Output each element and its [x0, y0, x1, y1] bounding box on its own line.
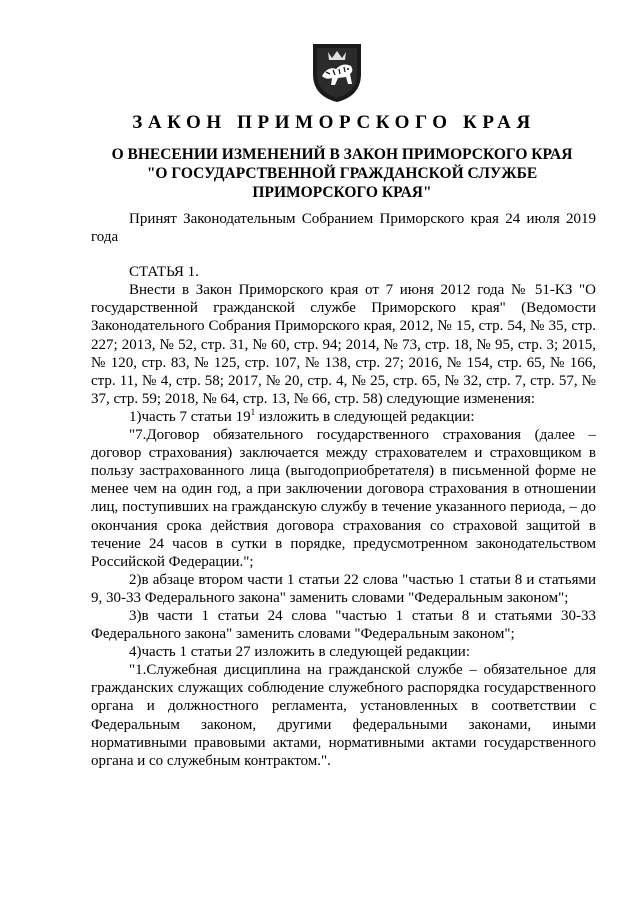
amendment-item-1	[91, 408, 596, 426]
article-intro: Внести в Закон Приморского края от 7 июня 2012 года № 51-КЗ "О государственной гражданской службе Приморского края" (Ведомости Законодательного Собрания Приморского края, 2012, № 15, стр. 54, № 35, стр. 227; 2013, № 52, стр. 31, № 60, стр. 94; 2014, № 73, стр. 18, № 95, стр. 3; 2015, № 120, стр. 83, № 125, стр. 107, № 138, стр. 27; 2016, № 154, стр. 65, № 166, стр. 11, № 4, стр. 58; 2017, № 20, стр. 4, № 25, стр. 65, № 32, стр. 7, стр. 57, № 37, стр. 59; 2018, № 64, стр. 13, № 66, стр. 58) следующие изменения:	[91, 282, 596, 407]
article-heading: СТАТЬЯ 1.	[129, 264, 199, 281]
quoted-text: "7.Договор обязательного государственного страхования (далее – договор страхования) заключается между страхователем и страховщиком в пользу застрахованного лица (выгодоприобретателя) в письменной форме не менее чем на один год, а при заключении договора страхования в отношении лиц, поступивших на гражданскую службу в течение указанного периода, – до окончания срока действия договора страхования со страховой защитой в течение 24 часов в сутки в порядке, предусмотренном законодательством Российской Федерации.";	[91, 427, 596, 570]
adoption-note: Принят Законодательным Собранием Приморского края 24 июля 2019 года	[91, 211, 596, 246]
amendment-item-2: 2)в абзаце втором части 1 статьи 22 слова "частью 1 статьи 8 и статьями 9, 30-33 Федерального закона" заменить словами "Федеральным законом";	[91, 571, 596, 606]
law-title: ЗАКОН ПРИМОРСКОГО КРАЯ	[132, 112, 536, 133]
law-subject-line: О ВНЕСЕНИИ ИЗМЕНЕНИЙ В ЗАКОН ПРИМОРСКОГО КРАЯ	[111, 146, 573, 163]
law-subject-line: ПРИМОРСКОГО КРАЯ"	[252, 184, 432, 201]
law-subject-line: "О ГОСУДАРСТВЕННОЙ ГРАЖДАНСКОЙ СЛУЖБЕ	[146, 165, 538, 182]
amendment-item-text: изложить в следующей редакции:	[255, 408, 475, 425]
amendment-item-4: 4)часть 1 статьи 27 изложить в следующей редакции:	[129, 644, 470, 661]
amendment-item-text: 1)часть 7 статьи 19	[129, 408, 251, 425]
amendment-item-3: 3)в части 1 статьи 24 слова "частью 1 статьи 8 и статьями 30-33 Федерального закона" заменить словами "Федеральным законом";	[91, 607, 596, 643]
coat-of-arms-icon	[308, 38, 366, 104]
superscript: 1	[250, 406, 256, 417]
quoted-text: "1.Служебная дисциплина на гражданской службе – обязательное для гражданских служащих соблюдение служебного распорядка государственного органа и должностного регламента, установленных в соответствии с Федеральным законом, другими федеральными законами, иными нормативными правовыми актами, нормативными актами государственного органа и со служебным контрактом.".	[91, 662, 596, 769]
law-subject	[92, 145, 592, 202]
law-body	[91, 210, 596, 770]
